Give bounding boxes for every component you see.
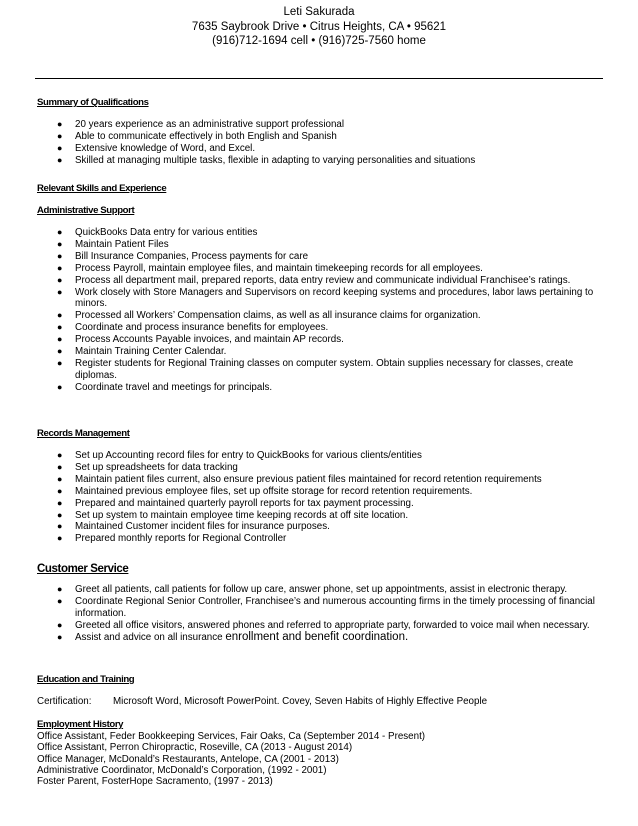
bullet-icon: ●: [57, 322, 63, 333]
list-item: ● Able to communicate effectively in both English and Spanish: [57, 130, 337, 142]
customer-service-heading: Customer Service: [37, 563, 129, 575]
bullet-icon: ●: [57, 533, 63, 544]
list-item: ● Prepared monthly reports for Regional Controller: [57, 533, 287, 545]
employment-entry: Administrative Coordinator, McDonald’s Corporation, (1992 - 2001): [37, 764, 327, 776]
list-item: ● Process all department mail, prepared reports, data entry review and communicate individual Franchisee’s ratings.: [57, 274, 571, 286]
certification-value: Microsoft Word, Microsoft PowerPoint. Covey, Seven Habits of Highly Effective People: [113, 696, 488, 707]
employment-entry: Office Assistant, Perron Chiropractic, Roseville, CA (2013 - August 2014): [37, 742, 353, 754]
bullet-icon: ●: [57, 274, 63, 285]
bullet-icon: ●: [57, 227, 63, 237]
bullet-icon: ●: [57, 461, 63, 472]
bullet-icon: ●: [57, 130, 63, 141]
list-item: ● Skilled at managing multiple tasks, flexible in adapting to varying personalities and situations: [57, 154, 476, 166]
records-section: [37, 428, 607, 545]
list-item: ● Maintain patient files current, also ensure previous patient files maintained for record retention requirements: [57, 473, 542, 485]
bullet-icon: ●: [57, 346, 63, 357]
list-item: ● Process Accounts Payable invoices, and maintain AP records.: [57, 334, 344, 346]
list-item: ● Assist and advice on all insurance enrollment and benefit coordination.: [57, 630, 409, 643]
bullet-icon: ●: [57, 238, 63, 249]
education-section: [37, 674, 607, 708]
list-item: ● Extensive knowledge of Word, and Excel.: [57, 142, 256, 154]
bullet-icon: ●: [57, 450, 63, 460]
bullet-icon: ●: [57, 473, 63, 484]
records-heading: Records Management: [37, 428, 130, 439]
education-heading: Education and Training: [37, 674, 135, 685]
address-line: 7635 Saybrook Drive • Citrus Heights, CA • 95621: [191, 20, 447, 33]
summary-heading: Summary of Qualifications: [37, 97, 149, 108]
list-item: ● Maintained Customer incident files for insurance purposes.: [57, 521, 330, 533]
admin-support-heading: Administrative Support: [37, 205, 135, 216]
header-divider: [35, 78, 603, 79]
list-item: ● Work closely with Store Managers and Supervisors on record keeping systems and procedures, labor laws pertaining to minors.: [57, 286, 594, 310]
list-item: ● QuickBooks Data entry for various entities: [57, 227, 258, 238]
employment-section: [37, 719, 607, 787]
list-item: ● Bill Insurance Companies, Process payments for care: [57, 250, 309, 262]
bullet-icon: ●: [57, 497, 63, 508]
bullet-icon: ●: [57, 286, 63, 297]
employment-entry: Foster Parent, FosterHope Sacramento, (1997 - 2013): [37, 776, 273, 788]
relevant-skills-heading: Relevant Skills and Experience: [37, 183, 167, 194]
list-item: ● Coordinate Regional Senior Controller, Franchisee’s and numerous accounting firms in the timely processing of financial information.: [57, 595, 595, 619]
summary-section: [37, 97, 607, 167]
bullet-icon: ●: [57, 521, 63, 532]
bullet-icon: ●: [57, 485, 63, 496]
bullet-icon: ●: [57, 262, 63, 273]
employment-heading: Employment History: [37, 719, 124, 730]
bullet-icon: ●: [57, 584, 63, 594]
list-item: ● Coordinate and process insurance benefits for employees.: [57, 322, 329, 334]
candidate-name: Leti Sakurada: [283, 6, 355, 18]
list-item: ● Maintained previous employee files, set up offsite storage for record retention requirements.: [57, 485, 473, 497]
bullet-icon: ●: [57, 142, 63, 153]
list-item: ● Process Payroll, maintain employee files, and maintain timekeeping records for all employees.: [57, 262, 483, 274]
bullet-icon: ●: [57, 334, 63, 345]
summary-list: [37, 119, 607, 167]
list-item: ● Coordinate travel and meetings for principals.: [57, 381, 273, 393]
list-item: ● Processed all Workers’ Compensation claims, as well as all insurance claims for organization.: [57, 310, 481, 322]
employment-entry: Office Manager, McDonald’s Restaurants, Antelope, CA (2001 - 2013): [37, 753, 339, 765]
certification-label: Certification:: [37, 696, 92, 707]
certification-line: [37, 696, 607, 708]
list-item: ● Maintain Training Center Calendar.: [57, 346, 227, 358]
bullet-icon: ●: [57, 119, 63, 129]
bullet-icon: ●: [57, 310, 63, 321]
list-item: ● Greeted all office visitors, answered phones and referred to appropriate party, forwarded to voice mail when necessary.: [57, 619, 590, 631]
employment-entry: Office Assistant, Feder Bookkeeping Services, Fair Oaks, Ca (September 2014 - Present): [37, 731, 426, 742]
list-item: ● Greet all patients, call patients for follow up care, answer phone, set up appointments, assist in electronic therapy.: [57, 584, 568, 595]
list-item: ● 20 years experience as an administrative support professional: [57, 119, 345, 130]
bullet-icon: ●: [57, 357, 63, 368]
bullet-icon: ●: [57, 381, 63, 392]
list-item: ● Maintain Patient Files: [57, 238, 169, 250]
records-list: [37, 450, 607, 545]
relevant-skills-section: [37, 183, 607, 394]
list-item: ● Register students for Regional Training classes on computer system. Obtain supplies necessary for classes, create diplomas.: [57, 357, 574, 381]
list-item: ● Prepared and maintained quarterly payroll reports for tax payment processing.: [57, 497, 414, 509]
contact-header: [0, 5, 638, 49]
bullet-icon: ●: [57, 154, 63, 165]
list-item: ● Set up spreadsheets for data tracking: [57, 461, 238, 473]
list-item: ● Set up system to maintain employee time keeping records at off site location.: [57, 509, 409, 521]
bullet-icon: ●: [57, 619, 63, 630]
list-item: ● Set up Accounting record files for entry to QuickBooks for various clients/entities: [57, 450, 422, 461]
bullet-icon: ●: [57, 631, 63, 642]
phone-line: (916)712-1694 cell • (916)725-7560 home: [212, 35, 426, 47]
bullet-icon: ●: [57, 509, 63, 520]
customer-service-section: [37, 563, 607, 644]
bullet-icon: ●: [57, 595, 63, 606]
admin-support-list: [37, 227, 607, 394]
bullet-icon: ●: [57, 250, 63, 261]
customer-service-list: [37, 584, 607, 644]
